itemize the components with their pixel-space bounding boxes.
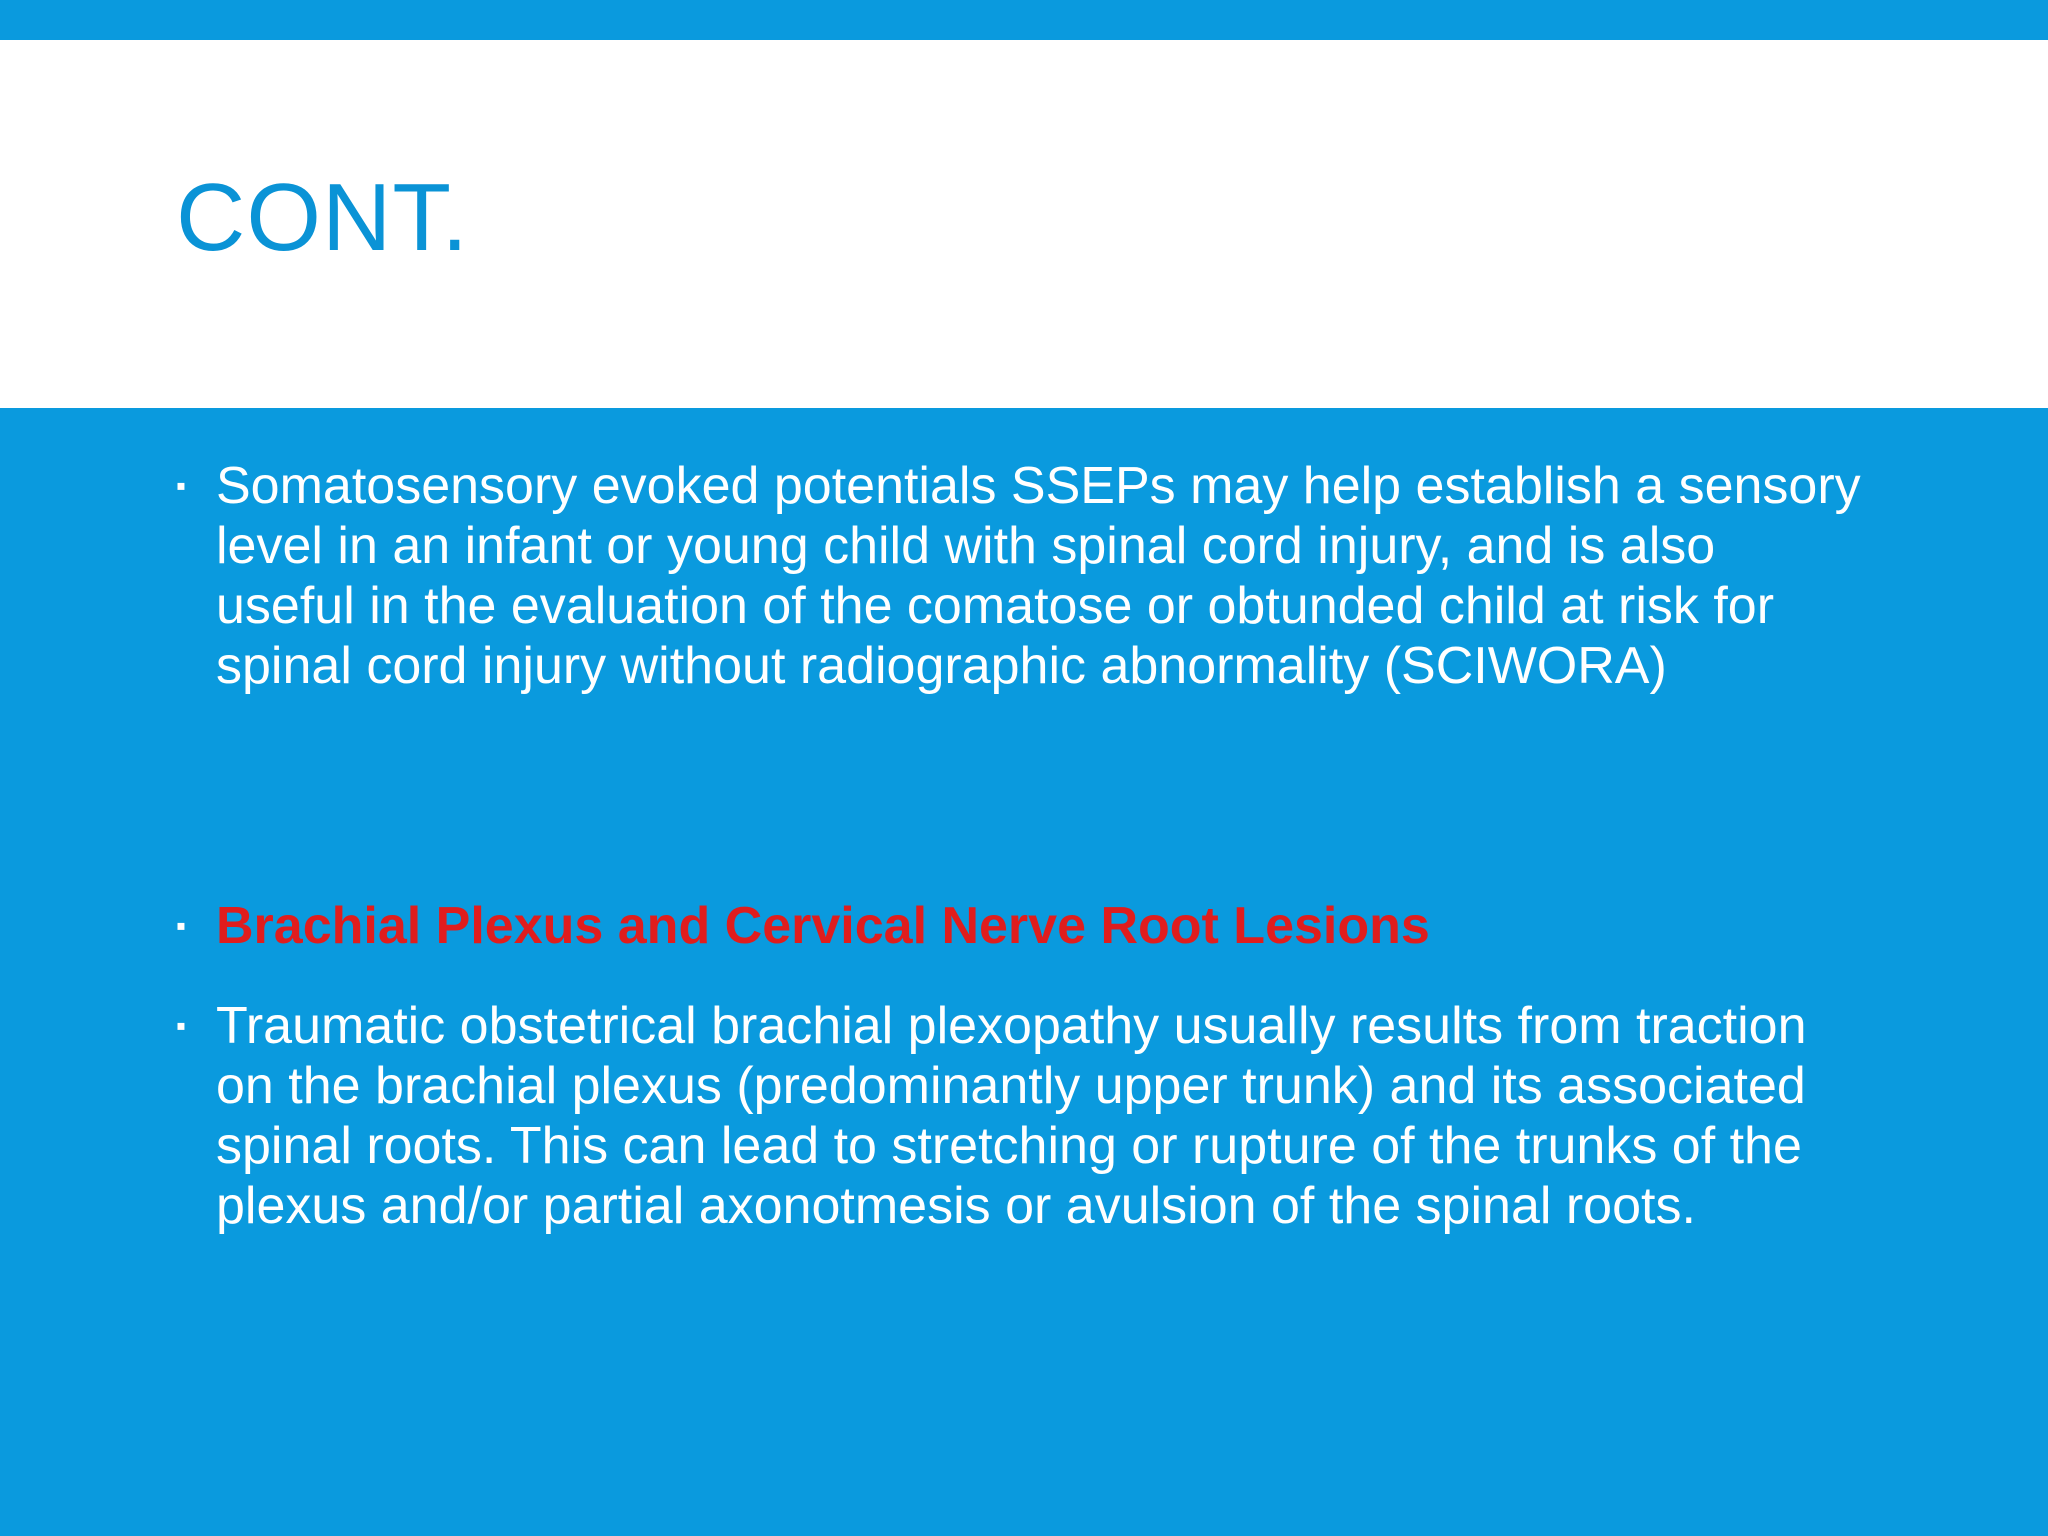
top-accent-band: [0, 0, 2048, 40]
bullet-text-plexopathy: Traumatic obstetrical brachial plexopathy usually results from traction on the brachial plexus (predominantly upper trunk) and its associated spinal roots. This can lead to stretching or rupture of the trunks of the plexus and/or partial axonotmesis or avulsion of the spinal roots.: [216, 997, 1807, 1235]
square-bullet-icon: ▪: [176, 910, 186, 941]
slide-title: CONT.: [176, 164, 469, 271]
square-bullet-icon: ▪: [176, 470, 186, 501]
square-bullet-icon: ▪: [176, 1010, 186, 1041]
bullet-heading-brachial-plexus: Brachial Plexus and Cervical Nerve Root Lesions: [216, 897, 1430, 955]
bullet-text-ssep: Somatosensory evoked potentials SSEPs may help establish a sensory level in an infant or young child with spinal cord injury, and is also useful in the evaluation of the comatose or obtunded child at risk for spinal cord injury without radiographic abnormality (SCIWORA): [216, 457, 1861, 695]
